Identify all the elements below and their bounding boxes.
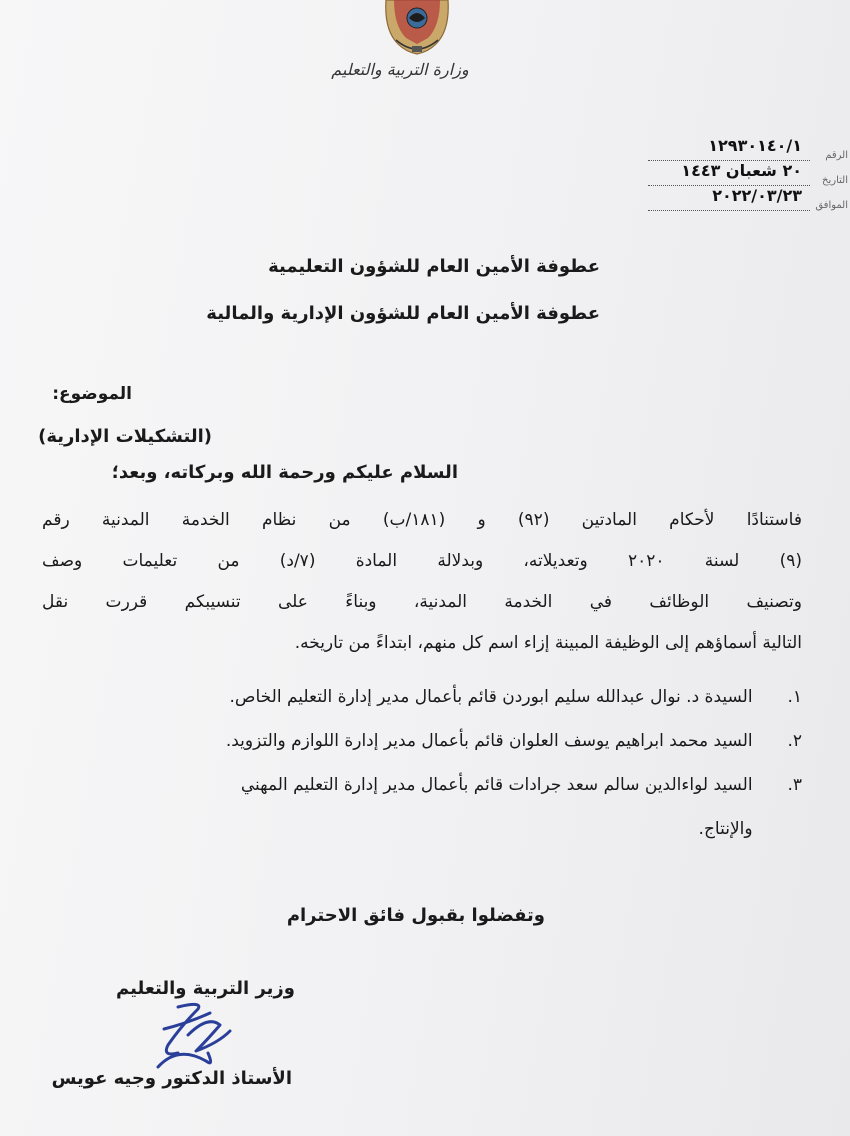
hijri-date: ٢٠ شعبان ١٤٤٣: [681, 161, 802, 180]
list-item-continuation: [42, 807, 802, 851]
list-item-number: ٢.: [787, 731, 802, 751]
gregorian-date: ٢٠٢٢/٠٣/٢٣: [712, 186, 802, 205]
gregorian-date-label: الموافق: [815, 200, 848, 211]
body-line: فاستنادًا لأحكام المادتين (٩٢) و (١٨١/ب) من نظام الخدمة المدنية رقم: [42, 510, 802, 530]
list-item-text: السيد لواءالدين سالم سعد جرادات قائم بأعمال مدير إدارة التعليم المهني: [240, 775, 753, 795]
subject-label: الموضوع:: [52, 384, 132, 404]
list-item-number: ٣.: [787, 775, 802, 795]
list-item: [42, 763, 802, 807]
signatory-name: الأستاذ الدكتور وجيه عويس: [51, 1068, 292, 1089]
body-line: التالية أسماؤهم إلى الوظيفة المبينة إزاء اسم كل منهم، ابتداءً من تاريخه.: [294, 633, 802, 653]
body-line: (٩) لسنة ٢٠٢٠ وتعديلاته، وبدلالة المادة (٧/د) من تعليمات وصف: [42, 551, 803, 571]
reference-number-label: الرقم: [825, 150, 848, 161]
recipient-line-1: عطوفة الأمين العام للشؤون التعليمية: [268, 256, 600, 277]
body-paragraph: [42, 500, 802, 664]
subject-value: (التشكيلات الإدارية): [38, 426, 212, 447]
greeting: السلام عليكم ورحمة الله وبركاته، وبعد؛: [111, 462, 458, 483]
body-line: وتصنيف الوظائف في الخدمة المدنية، وبناءً على تنسيبكم قررت نقل: [42, 592, 802, 612]
list-item-number: ١.: [787, 687, 802, 707]
reference-number: ١٢٩٣٠١٤٠/١: [708, 136, 802, 155]
coat-of-arms-emblem: [376, 0, 458, 60]
reference-block: [640, 136, 850, 211]
list-item: [42, 719, 802, 763]
hijri-date-label: التاريخ: [822, 175, 848, 186]
ministry-logo-text: وزارة التربية والتعليم: [331, 60, 469, 79]
list-item: [42, 675, 802, 719]
list-item-text: السيدة د. نوال عبدالله سليم ابوردن قائم بأعمال مدير إدارة التعليم الخاص.: [229, 687, 753, 707]
handwritten-signature: [148, 995, 238, 1077]
appointments-list: [42, 675, 802, 851]
hijri-date-row: [640, 161, 850, 186]
list-item-text: والإنتاج.: [698, 819, 753, 839]
reference-number-row: [640, 136, 850, 161]
list-item-text: السيد محمد ابراهيم يوسف العلوان قائم بأعمال مدير إدارة اللوازم والتزويد.: [225, 731, 753, 751]
signatory-title: وزير التربية والتعليم: [116, 978, 295, 999]
gregorian-date-row: [640, 186, 850, 211]
closing-line: وتفضلوا بقبول فائق الاحترام: [286, 905, 545, 926]
recipient-line-2: عطوفة الأمين العام للشؤون الإدارية والمالية: [206, 303, 600, 324]
divider: [648, 210, 810, 211]
